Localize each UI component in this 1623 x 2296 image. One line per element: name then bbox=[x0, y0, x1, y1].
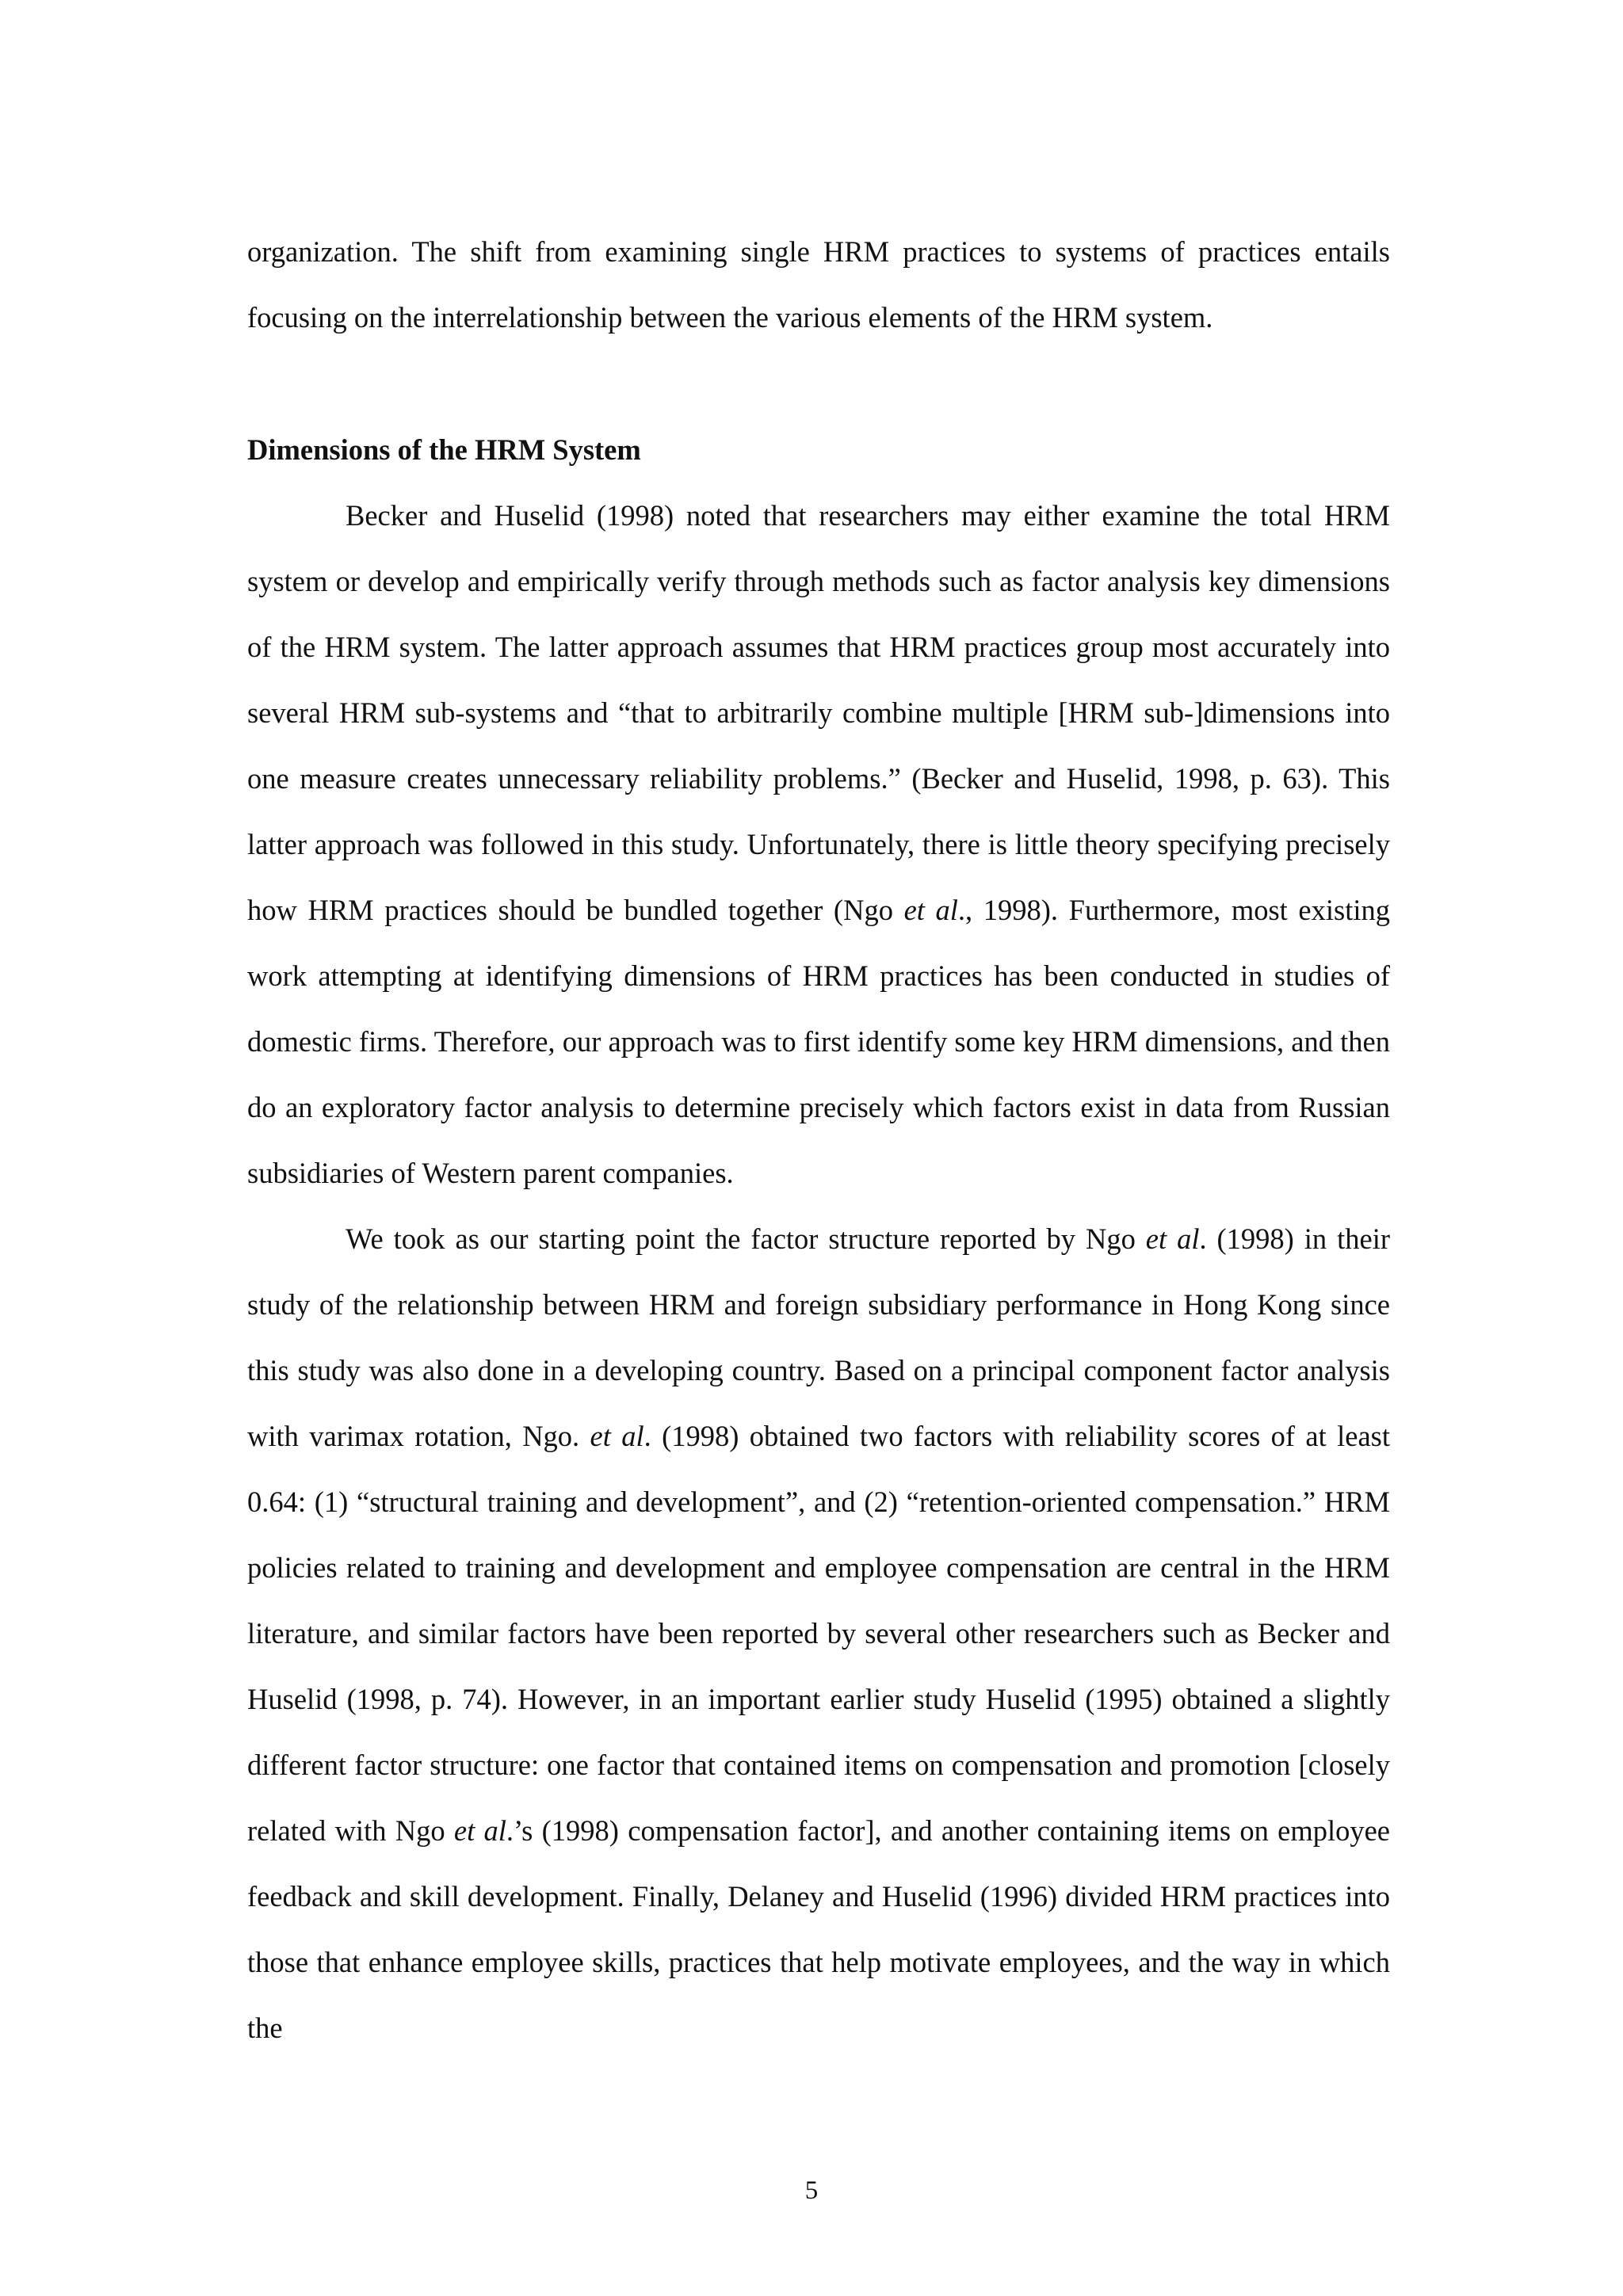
text-run: ., 1998). Furthermore, most existing work attempting at identifying dimensions of HRM practices has been conducted in studies of domestic firms. Therefore, our approach was to first identify some key HRM dimensions, and then do an exploratory factor analysis to determine precisely which factors exist in data from Russian subsidiaries of Western parent companies. bbox=[247, 894, 1390, 1189]
italic-et-al: et al bbox=[453, 1814, 506, 1847]
italic-et-al: et al bbox=[1145, 1222, 1200, 1255]
page-number: 5 bbox=[804, 2176, 819, 2205]
text-run: . (1998) obtained two factors with reliability scores of at least 0.64: (1) “structural training and development”, and (2) “retention-oriented compensation.” HRM policies related to training and development and employee compensation are central in the HRM literature, and similar factors have been reported by several other researchers such as Becker and Huselid (1998, p. 74). However, in an important earlier study Huselid (1995) obtained a slightly different factor structure: one factor that contained items on compensation and promotion [closely related with Ngo bbox=[247, 1420, 1391, 1847]
text-run: .’s (1998) compensation factor], and another containing items on employee feedback and skill development. Finally, Delaney and Huselid (1996) divided HRM practices into those that enhance employee skills, practices that help motivate employees, and the way in which the bbox=[247, 1814, 1390, 2044]
paragraph-factor-structure bbox=[247, 1206, 1390, 2061]
paragraph-dimensions-intro bbox=[247, 482, 1390, 1206]
text-run: Becker and Huselid (1998) noted that researchers may either examine the total HRM system or develop and empirically verify through methods such as factor analysis key dimensions of the HRM system. The latter approach assumes that HRM practices group most accurately into several HRM sub-systems and “that to arbitrarily combine multiple [HRM sub-]dimensions into one measure creates unnecessary reliability problems.” (Becker and Huselid, 1998, p. 63). This latter approach was followed in this study. Unfortunately, there is little theory specifying precisely how HRM practices should be bundled together (Ngo bbox=[247, 499, 1390, 926]
section-heading: Dimensions of the HRM System bbox=[247, 433, 641, 466]
paragraph-continuation: organization. The shift from examining single HRM practices to systems of practices entails focusing on the interrelationship between the various elements of the HRM system. bbox=[247, 235, 1390, 334]
italic-et-al: et al bbox=[903, 894, 958, 926]
text-run: We took as our starting point the factor structure reported by Ngo bbox=[346, 1222, 1146, 1255]
text-run: . (1998) in their study of the relationship between HRM and foreign subsidiary performance in Hong Kong since this study was also done in a developing country. Based on a principal component factor analysis with varimax rotation, Ngo. bbox=[247, 1222, 1390, 1452]
italic-et-al: et al bbox=[590, 1420, 644, 1452]
document-body bbox=[247, 219, 1390, 2061]
